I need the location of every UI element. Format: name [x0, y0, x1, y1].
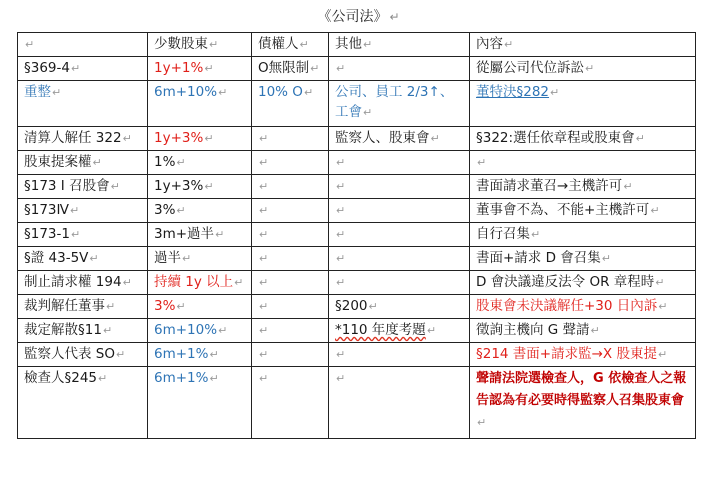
- table-cell: ↵: [252, 367, 329, 439]
- table-cell: §369-4↵: [18, 57, 148, 81]
- table-cell: ↵: [329, 199, 470, 223]
- table-row: [18, 295, 696, 319]
- table-cell: 制止請求權 194↵: [18, 271, 148, 295]
- table-cell: 書面請求董召→主機許可↵: [470, 175, 696, 199]
- table-cell: ↵: [329, 223, 470, 247]
- table-row: [18, 199, 696, 223]
- table-cell: 監察人、股東會↵: [329, 127, 470, 151]
- table-cell: ↵: [252, 151, 329, 175]
- table-cell: 公司、員工 2/3↑、工會↵: [329, 81, 470, 127]
- table-cell: ↵: [252, 223, 329, 247]
- table-cell: ↵: [329, 175, 470, 199]
- table-cell: ↵: [252, 343, 329, 367]
- table-cell: 自行召集↵: [470, 223, 696, 247]
- table-cell: ↵: [470, 151, 696, 175]
- table-cell: 股東提案權↵: [18, 151, 148, 175]
- table-cell: 1y+3%↵: [148, 127, 252, 151]
- table-row: [18, 271, 696, 295]
- table-row: [18, 367, 696, 439]
- table-cell: §173 I 召股會↵: [18, 175, 148, 199]
- table-row: [18, 127, 696, 151]
- table-cell: 6m+1%↵: [148, 367, 252, 439]
- table-cell: ↵: [252, 175, 329, 199]
- table-cell: §證 43-5Ⅴ↵: [18, 247, 148, 271]
- table-cell: ↵: [329, 247, 470, 271]
- table-row: [18, 81, 696, 127]
- header-cell-other: 其他↵: [329, 33, 470, 57]
- table-cell: ↵: [329, 367, 470, 439]
- table-cell: 裁判解任董事↵: [18, 295, 148, 319]
- table-cell: ↵: [252, 295, 329, 319]
- table-cell: 清算人解任 322↵: [18, 127, 148, 151]
- table-cell: 3%↵: [148, 295, 252, 319]
- table-cell: 3%↵: [148, 199, 252, 223]
- table-cell: 重整↵: [18, 81, 148, 127]
- table-cell: §214 書面+請求監→X 股東提↵: [470, 343, 696, 367]
- table-cell: §200↵: [329, 295, 470, 319]
- table-row: [18, 343, 696, 367]
- table-row: [18, 319, 696, 343]
- table-row: [18, 175, 696, 199]
- table-cell: 徵詢主機向 G 聲請↵: [470, 319, 696, 343]
- table-cell: ↵: [329, 151, 470, 175]
- table-cell: 監察人代表 SO↵: [18, 343, 148, 367]
- table-cell: 書面+請求 D 會召集↵: [470, 247, 696, 271]
- document-title: [0, 6, 717, 26]
- table-cell: ↵: [252, 247, 329, 271]
- table-cell: §173-1↵: [18, 223, 148, 247]
- table-cell: 6m+10%↵: [148, 319, 252, 343]
- header-cell-content: 內容↵: [470, 33, 696, 57]
- table-cell: ↵: [252, 199, 329, 223]
- table-cell: 6m+10%↵: [148, 81, 252, 127]
- header-cell-creditor: 債權人↵: [252, 33, 329, 57]
- header-cell-blank: ↵: [18, 33, 148, 57]
- table-cell: 檢查人§245↵: [18, 367, 148, 439]
- table-cell: ↵: [329, 57, 470, 81]
- table-cell: §173Ⅳ↵: [18, 199, 148, 223]
- table-cell: 1y+1%↵: [148, 57, 252, 81]
- table-cell: ↵: [252, 127, 329, 151]
- table-cell: ↵: [329, 343, 470, 367]
- table-row: [18, 247, 696, 271]
- table-cell: 1%↵: [148, 151, 252, 175]
- table-cell: ↵: [329, 271, 470, 295]
- table-cell: 過半↵: [148, 247, 252, 271]
- table-row: [18, 223, 696, 247]
- table-cell: 1y+3%↵: [148, 175, 252, 199]
- table-cell: 6m+1%↵: [148, 343, 252, 367]
- table-cell: D 會決議違反法令 OR 章程時↵: [470, 271, 696, 295]
- table-cell: ↵: [252, 271, 329, 295]
- title-text: 《公司法》: [317, 9, 388, 25]
- table-cell: 股東會未決議解任+30 日內訴↵: [470, 295, 696, 319]
- table-cell: 3m+過半↵: [148, 223, 252, 247]
- table-cell: *110 年度考題↵: [329, 319, 470, 343]
- table-cell: 裁定解散§11↵: [18, 319, 148, 343]
- header-row: [18, 33, 696, 57]
- table-cell: ↵: [252, 319, 329, 343]
- table-row: [18, 57, 696, 81]
- table-cell: 持續 1y 以上↵: [148, 271, 252, 295]
- table-row: [18, 151, 696, 175]
- paragraph-mark-icon: ↵: [389, 10, 400, 24]
- table-cell: 董事會不為、不能+主機許可↵: [470, 199, 696, 223]
- table-cell: 10% O↵: [252, 81, 329, 127]
- header-cell-minority: 少數股東↵: [148, 33, 252, 57]
- table-cell: §322:選任依章程或股東會↵: [470, 127, 696, 151]
- table-cell: 聲請法院選檢查人，G 依檢查人之報告認為有必要時得監察人召集股東會↵: [470, 367, 696, 439]
- law-table: [17, 32, 696, 439]
- table-cell: O無限制↵: [252, 57, 329, 81]
- table-cell: 從屬公司代位訴訟↵: [470, 57, 696, 81]
- table-cell: 董特決§282↵: [470, 81, 696, 127]
